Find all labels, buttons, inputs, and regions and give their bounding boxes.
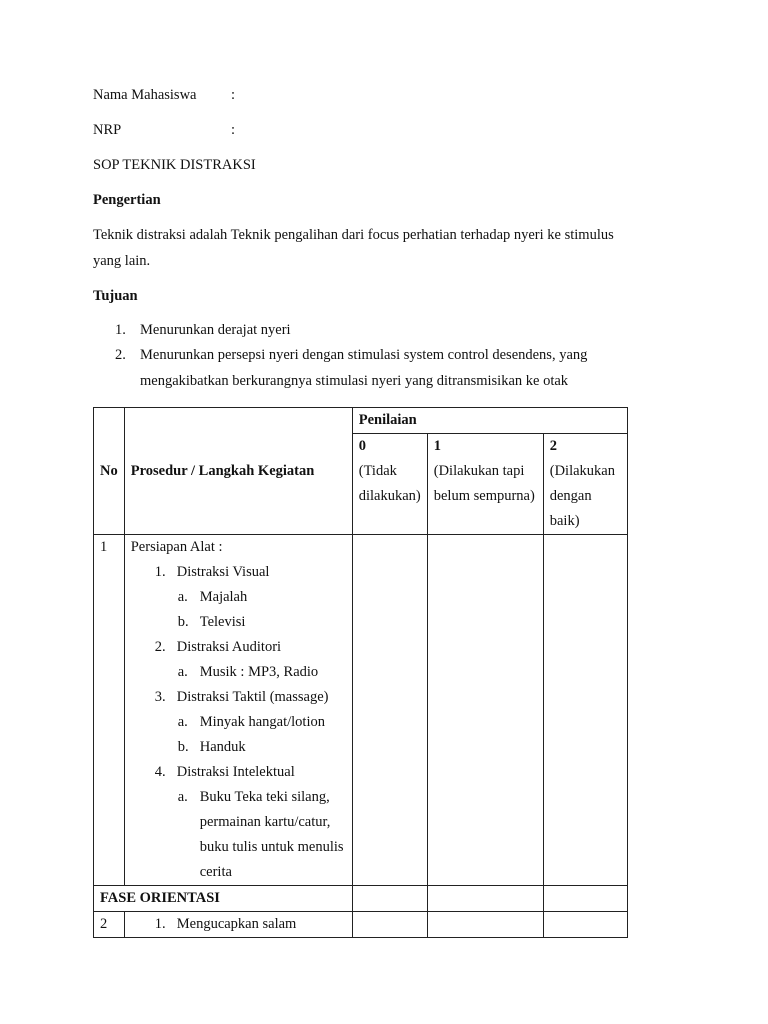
list-item: 3. Distraksi Taktil (massage) bbox=[154, 689, 329, 705]
list-number: 1. bbox=[115, 322, 126, 338]
pengertian-heading: Pengertian bbox=[93, 192, 161, 208]
score-desc-1: (Tidak bbox=[358, 463, 397, 479]
score-value: 1 bbox=[433, 438, 441, 454]
score-cell-1[interactable] bbox=[427, 886, 543, 912]
header-score-1 bbox=[427, 434, 543, 535]
score-cell-0[interactable] bbox=[352, 912, 427, 938]
score-value: 0 bbox=[358, 438, 366, 454]
score-cell-1[interactable] bbox=[427, 535, 543, 886]
header-no: No bbox=[94, 408, 125, 535]
nrp-colon: : bbox=[231, 122, 236, 138]
list-item: 2. Distraksi Auditori bbox=[154, 639, 282, 655]
name-colon: : bbox=[231, 87, 236, 103]
procedure-title: Persiapan Alat : bbox=[130, 539, 223, 555]
list-item: a. Musik : MP3, Radio bbox=[177, 664, 319, 680]
score-desc-2: dengan baik) bbox=[549, 488, 592, 529]
score-cell-1[interactable] bbox=[427, 912, 543, 938]
score-cell-2[interactable] bbox=[543, 535, 627, 886]
table-row bbox=[94, 912, 628, 938]
section-fase-orientasi: FASE ORIENTASI bbox=[94, 886, 353, 912]
score-desc-2: belum sempurna) bbox=[433, 488, 535, 504]
row-procedure bbox=[124, 912, 352, 938]
list-item: a. Minyak hangat/lotion bbox=[177, 714, 325, 730]
score-cell-0[interactable] bbox=[352, 886, 427, 912]
list-item: b. Televisi bbox=[177, 614, 246, 630]
table-header-row bbox=[94, 408, 628, 434]
name-label: Nama Mahasiswa bbox=[93, 87, 197, 103]
list-item-continuation: buku tulis untuk menulis bbox=[199, 839, 344, 855]
list-number: 2. bbox=[115, 347, 126, 363]
nrp-label-row bbox=[93, 122, 236, 139]
pengertian-line-2: yang lain. bbox=[93, 253, 151, 269]
score-cell-0[interactable] bbox=[352, 535, 427, 886]
list-item-continuation: permainan kartu/catur, bbox=[199, 814, 331, 830]
score-value: 2 bbox=[549, 438, 557, 454]
score-desc-1: (Dilakukan bbox=[549, 463, 615, 479]
list-text: Menurunkan derajat nyeri bbox=[140, 322, 291, 338]
list-item-continuation: cerita bbox=[199, 864, 232, 880]
list-item: 1. Distraksi Visual bbox=[154, 564, 270, 580]
header-penilaian: Penilaian bbox=[352, 408, 627, 434]
list-item: b. Handuk bbox=[177, 739, 246, 755]
tujuan-heading: Tujuan bbox=[93, 288, 138, 304]
header-score-2 bbox=[543, 434, 627, 535]
list-text: mengakibatkan berkurangnya stimulasi nyeri yang ditransmisikan ke otak bbox=[140, 373, 569, 389]
score-desc-2: dilakukan) bbox=[358, 488, 421, 504]
header-score-0 bbox=[352, 434, 427, 535]
list-text: Menurunkan persepsi nyeri dengan stimulasi system control desendens, yang bbox=[140, 347, 588, 363]
sop-table bbox=[93, 407, 628, 938]
list-item: a. Buku Teka teki silang, bbox=[177, 789, 330, 805]
list-item: 4. Distraksi Intelektual bbox=[154, 764, 295, 780]
nrp-label: NRP bbox=[93, 122, 122, 138]
table-row bbox=[94, 535, 628, 886]
row-procedure bbox=[124, 535, 352, 886]
list-item: 1. Mengucapkan salam bbox=[154, 916, 297, 932]
header-procedure: Prosedur / Langkah Kegiatan bbox=[124, 408, 352, 535]
score-desc-1: (Dilakukan tapi bbox=[433, 463, 525, 479]
score-cell-2[interactable] bbox=[543, 912, 627, 938]
row-number: 1 bbox=[94, 535, 125, 886]
row-number: 2 bbox=[94, 912, 125, 938]
pengertian-line-1: Teknik distraksi adalah Teknik pengalihan dari focus perhatian terhadap nyeri ke stimulus bbox=[93, 227, 614, 243]
score-cell-2[interactable] bbox=[543, 886, 627, 912]
name-label-row bbox=[93, 87, 236, 104]
document-title: SOP TEKNIK DISTRAKSI bbox=[93, 157, 256, 173]
table-section-row bbox=[94, 886, 628, 912]
list-item: a. Majalah bbox=[177, 589, 248, 605]
